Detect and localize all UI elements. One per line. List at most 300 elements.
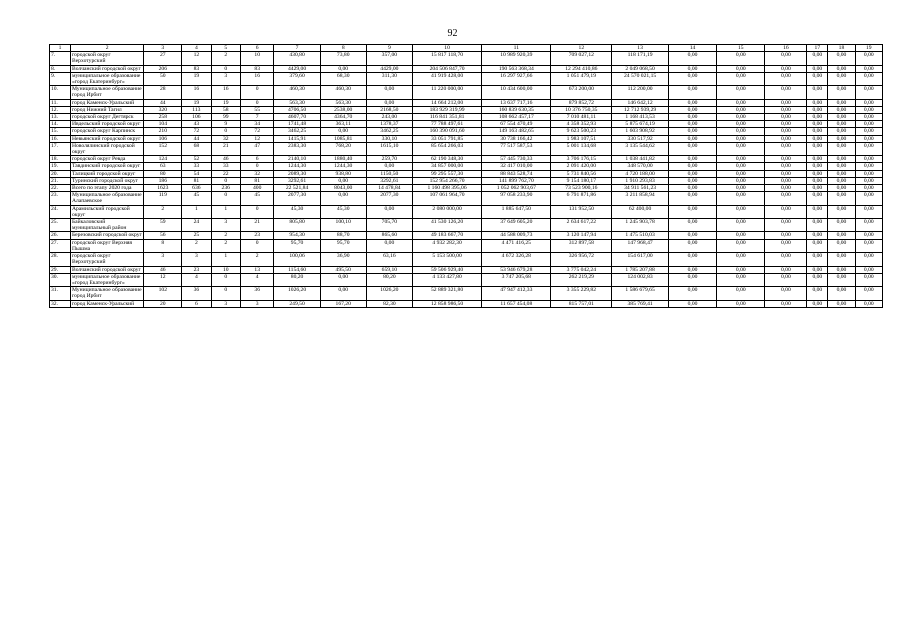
- table-row: [50, 72, 883, 85]
- table-cell: 1741,48: [274, 121, 320, 128]
- table-cell: 7: [240, 114, 274, 121]
- table-cell: 124: [144, 156, 182, 163]
- table-row: [50, 135, 883, 142]
- municipality-cell: город Каменск-Уральский: [70, 99, 143, 106]
- table-cell: 3: [144, 253, 182, 266]
- table-cell: 27: [144, 52, 182, 65]
- table-cell: 47 947 412,33: [482, 287, 551, 300]
- table-cell: 11 220 000,00: [412, 86, 481, 99]
- table-cell: 0,00: [855, 142, 882, 155]
- table-cell: 82,30: [366, 300, 412, 307]
- table-cell: 124 002,83: [612, 273, 669, 286]
- table-cell: 30 738 166,42: [482, 135, 551, 142]
- table-cell: 2077,30: [366, 192, 412, 205]
- table-cell: 0,00: [765, 106, 807, 113]
- table-cell: 46: [211, 156, 240, 163]
- table-cell: 0,00: [668, 121, 716, 128]
- table-cell: 8043,00: [320, 185, 366, 192]
- table-cell: 2383,30: [274, 142, 320, 155]
- row-number-cell: 22.: [50, 185, 71, 192]
- table-cell: 0,00: [807, 99, 828, 106]
- table-cell: 379,60: [274, 72, 320, 85]
- table-cell: 0,00: [807, 219, 828, 232]
- table-cell: 879 852,72: [551, 99, 612, 106]
- table-cell: 262 219,29: [551, 273, 612, 286]
- table-cell: 0,00: [668, 239, 716, 252]
- table-cell: 258: [144, 114, 182, 121]
- table-cell: 12 712 939,29: [612, 106, 669, 113]
- table-cell: 54: [182, 170, 211, 177]
- municipality-cell: Невьянский городской округ: [70, 135, 143, 142]
- table-cell: 0,00: [828, 156, 855, 163]
- table-cell: 0,00: [717, 142, 765, 155]
- table-cell: 106: [182, 114, 211, 121]
- table-cell: 0,00: [717, 114, 765, 121]
- table-cell: 3462,25: [366, 128, 412, 135]
- table-cell: 0,00: [807, 121, 828, 128]
- table-cell: 9 154 180,17: [551, 177, 612, 184]
- table-cell: 0,00: [828, 52, 855, 65]
- table-cell: 147 968,47: [612, 239, 669, 252]
- row-number-cell: 7.: [50, 52, 71, 65]
- table-cell: 0,00: [366, 239, 412, 252]
- table-cell: 0,00: [765, 128, 807, 135]
- municipality-cell: городской округ Верхняя Пышма: [70, 239, 143, 252]
- table-cell: 0,00: [828, 86, 855, 99]
- table-cell: 3 211 858,94: [612, 192, 669, 205]
- table-cell: 0,00: [765, 72, 807, 85]
- table-cell: 5 731 840,56: [551, 170, 612, 177]
- municipality-cell: Муниципальное образование город Ирбит: [70, 287, 143, 300]
- table-cell: 4429,00: [274, 65, 320, 72]
- row-number-cell: 25.: [50, 219, 71, 232]
- table-cell: 4: [240, 273, 274, 286]
- table-cell: 0: [211, 273, 240, 286]
- table-cell: 0,00: [765, 232, 807, 239]
- table-cell: 24 570 021,15: [612, 72, 669, 85]
- table-cell: 56: [144, 232, 182, 239]
- table-cell: 0,00: [855, 72, 882, 85]
- table-cell: 25: [182, 232, 211, 239]
- row-number-cell: 11.: [50, 99, 71, 106]
- table-cell: 705,70: [366, 219, 412, 232]
- table-cell: 49 183 667,70: [412, 232, 481, 239]
- table-cell: 259,70: [366, 156, 412, 163]
- table-cell: 0: [240, 205, 274, 218]
- table-cell: 0,00: [807, 72, 828, 85]
- municipality-cell: Талицкий городской округ: [70, 170, 143, 177]
- table-cell: 22: [211, 170, 240, 177]
- table-cell: 0,00: [855, 253, 882, 266]
- table-cell: 72: [240, 128, 274, 135]
- table-cell: 0,00: [717, 205, 765, 218]
- table-cell: 0,00: [765, 287, 807, 300]
- table-cell: 0,00: [765, 99, 807, 106]
- table-cell: 0: [240, 86, 274, 99]
- column-header: 6: [240, 45, 274, 52]
- column-header: 17: [807, 45, 828, 52]
- table-cell: 2538,00: [320, 106, 366, 113]
- table-cell: 4706,50: [274, 106, 320, 113]
- table-cell: 5 001 134,68: [551, 142, 612, 155]
- column-header: 3: [144, 45, 182, 52]
- table-cell: 80: [144, 170, 182, 177]
- row-number-cell: 14.: [50, 121, 71, 128]
- table-cell: 0,00: [717, 65, 765, 72]
- table-cell: 0,00: [668, 86, 716, 99]
- table-cell: 0,00: [828, 128, 855, 135]
- table-cell: 3292,61: [366, 177, 412, 184]
- table-cell: 0,00: [765, 142, 807, 155]
- table-cell: 0,00: [717, 192, 765, 205]
- table-cell: 0,00: [828, 219, 855, 232]
- table-cell: 0,00: [668, 170, 716, 177]
- table-cell: 41 919 428,00: [412, 72, 481, 85]
- table-cell: 0,00: [320, 65, 366, 72]
- table-cell: 146 642,12: [612, 99, 669, 106]
- table-cell: 19: [211, 99, 240, 106]
- column-header: 18: [828, 45, 855, 52]
- column-number-row: [50, 45, 883, 52]
- table-cell: 0,00: [765, 177, 807, 184]
- table-cell: 85 654 266,03: [412, 142, 481, 155]
- table-cell: 19: [182, 99, 211, 106]
- table-cell: 0,00: [668, 106, 716, 113]
- table-cell: 12 294 410,86: [551, 65, 612, 72]
- table-cell: 0,00: [765, 185, 807, 192]
- table-cell: 2: [144, 205, 182, 218]
- table-cell: 1026,20: [366, 287, 412, 300]
- table-row: [50, 52, 883, 65]
- table-cell: 10 434 600,00: [482, 86, 551, 99]
- table-cell: 0,00: [717, 300, 765, 307]
- municipality-cell: Арамильский городской округ: [70, 205, 143, 218]
- municipality-cell: муниципальное образование «город Екатеринбург»: [70, 72, 143, 85]
- table-cell: 0,00: [320, 128, 366, 135]
- table-cell: 12: [144, 273, 182, 286]
- table-cell: 0,00: [807, 185, 828, 192]
- table-cell: 6: [240, 156, 274, 163]
- table-row: [50, 99, 883, 106]
- table-cell: 3 706 176,15: [551, 156, 612, 163]
- table-cell: 1 052 062 903,67: [482, 185, 551, 192]
- table-cell: 7 010 481,11: [551, 114, 612, 121]
- table-cell: 116 841 351,81: [412, 114, 481, 121]
- table-cell: 1 983 107,51: [551, 135, 612, 142]
- table-cell: 160 390 091,60: [412, 128, 481, 135]
- table-cell: 1 910 293,83: [612, 177, 669, 184]
- table-cell: 81: [240, 177, 274, 184]
- table-cell: 16: [182, 86, 211, 99]
- table-cell: 152 954 266,70: [412, 177, 481, 184]
- table-cell: 0,00: [668, 52, 716, 65]
- table-row: [50, 163, 883, 170]
- table-cell: 0,00: [855, 163, 882, 170]
- table-cell: 8: [144, 239, 182, 252]
- table-cell: 2 049 068,50: [612, 65, 669, 72]
- table-cell: 0,00: [855, 219, 882, 232]
- table-row: [50, 192, 883, 205]
- table-cell: 0: [211, 177, 240, 184]
- table-cell: 102: [144, 287, 182, 300]
- municipality-cell: Муниципальное образование город Ирбит: [70, 86, 143, 99]
- table-cell: 99: [211, 114, 240, 121]
- table-cell: 43: [182, 121, 211, 128]
- table-cell: 0,00: [717, 72, 765, 85]
- table-cell: 6: [182, 300, 211, 307]
- table-cell: 2089,30: [274, 170, 320, 177]
- row-number-cell: 20.: [50, 170, 71, 177]
- table-cell: 4 672 326,28: [482, 253, 551, 266]
- table-row: [50, 128, 883, 135]
- table-cell: 0,00: [807, 65, 828, 72]
- table-cell: 0,00: [807, 142, 828, 155]
- table-cell: 0,00: [717, 121, 765, 128]
- table-cell: 0,00: [366, 86, 412, 99]
- table-cell: 0,00: [855, 121, 882, 128]
- table-cell: 53 946 679,28: [482, 266, 551, 273]
- page-number: 92: [447, 28, 458, 39]
- table-cell: 107 061 964,70: [412, 192, 481, 205]
- municipality-cell: город Нижний Тагил: [70, 106, 143, 113]
- table-cell: 0,00: [855, 273, 882, 286]
- table-cell: 0,00: [668, 287, 716, 300]
- data-table: [49, 44, 883, 308]
- table-cell: 68,30: [320, 72, 366, 85]
- table-cell: 0,00: [765, 163, 807, 170]
- table-row: [50, 239, 883, 252]
- table-cell: 768,20: [320, 142, 366, 155]
- table-row: [50, 156, 883, 163]
- row-number-cell: 30.: [50, 273, 71, 286]
- table-cell: 4: [182, 273, 211, 286]
- table-cell: 99 295 557,30: [412, 170, 481, 177]
- table-cell: 495,50: [320, 266, 366, 273]
- table-cell: 0,00: [668, 219, 716, 232]
- table-cell: 20: [144, 300, 182, 307]
- column-header: 10: [412, 45, 481, 52]
- table-cell: 0,00: [807, 300, 828, 307]
- table-cell: 67 554 470,49: [482, 121, 551, 128]
- table-cell: 63: [144, 163, 182, 170]
- table-cell: 0,00: [807, 156, 828, 163]
- table-row: [50, 177, 883, 184]
- table-cell: 2: [211, 52, 240, 65]
- table-cell: 10: [211, 266, 240, 273]
- table-cell: 0,00: [717, 185, 765, 192]
- table-cell: 0,00: [807, 266, 828, 273]
- table-cell: 15 817 118,70: [412, 52, 481, 65]
- table-cell: 954,30: [274, 232, 320, 239]
- table-cell: 0,00: [320, 177, 366, 184]
- municipality-cell: Волчанский городской округ: [70, 266, 143, 273]
- table-cell: 0,00: [855, 192, 882, 205]
- table-cell: 6 791 871,86: [551, 192, 612, 205]
- table-cell: 0,00: [765, 253, 807, 266]
- municipality-cell: Туринский городской округ: [70, 177, 143, 184]
- table-cell: 0,00: [807, 177, 828, 184]
- table-cell: 2: [211, 232, 240, 239]
- table-cell: 73 523 900,16: [551, 185, 612, 192]
- table-cell: 0,00: [828, 287, 855, 300]
- table-cell: 0,00: [828, 65, 855, 72]
- table-cell: 13 637 717,16: [482, 99, 551, 106]
- table-row: [50, 219, 883, 232]
- table-cell: 45,30: [320, 205, 366, 218]
- table-cell: 50: [144, 72, 182, 85]
- table-cell: 10 376 750,35: [551, 106, 612, 113]
- table-cell: 28: [144, 86, 182, 99]
- table-cell: 4 358 352,93: [551, 121, 612, 128]
- table-cell: 190 563 368,34: [482, 65, 551, 72]
- table-cell: 0,00: [807, 253, 828, 266]
- table-cell: 0,00: [668, 114, 716, 121]
- table-cell: 0,00: [717, 86, 765, 99]
- table-row: [50, 65, 883, 72]
- table-cell: 32: [211, 135, 240, 142]
- table-cell: 21: [211, 142, 240, 155]
- table-cell: 3 775 042,24: [551, 266, 612, 273]
- table-cell: 0,00: [807, 52, 828, 65]
- table-cell: 0,00: [668, 72, 716, 85]
- table-cell: 1615,10: [366, 142, 412, 155]
- table-cell: 0,00: [807, 114, 828, 121]
- table-cell: 0,00: [765, 114, 807, 121]
- municipality-cell: городской округ Дегтярск: [70, 114, 143, 121]
- table-cell: 95,70: [274, 239, 320, 252]
- table-cell: 0: [240, 99, 274, 106]
- table-cell: 34: [240, 121, 274, 128]
- column-header: 16: [765, 45, 807, 52]
- table-cell: 0,00: [855, 52, 882, 65]
- table-cell: 0,00: [765, 135, 807, 142]
- municipality-cell: Тавдинский городской округ: [70, 163, 143, 170]
- table-cell: 0,00: [828, 300, 855, 307]
- table-cell: 0,00: [828, 177, 855, 184]
- table-row: [50, 253, 883, 266]
- table-cell: 3292,61: [274, 177, 320, 184]
- table-cell: 0,00: [765, 65, 807, 72]
- table-cell: 83: [240, 65, 274, 72]
- table-cell: 0,00: [717, 273, 765, 286]
- column-header: 4: [182, 45, 211, 52]
- table-cell: 4607,70: [274, 114, 320, 121]
- table-cell: 62 190 348,30: [412, 156, 481, 163]
- table-cell: 385 769,41: [612, 300, 669, 307]
- table-cell: 1: [182, 205, 211, 218]
- municipality-cell: город Каменск-Уральский: [70, 300, 143, 307]
- table-cell: 4 932 282,30: [412, 239, 481, 252]
- table-cell: 2: [240, 253, 274, 266]
- table-cell: 59 506 929,40: [412, 266, 481, 273]
- municipality-cell: Муниципальное образование Алапаевское: [70, 192, 143, 205]
- table-cell: 1 885 647,50: [482, 205, 551, 218]
- table-cell: 1085,81: [320, 135, 366, 142]
- table-cell: 0,00: [828, 121, 855, 128]
- row-number-cell: 8.: [50, 65, 71, 72]
- table-cell: 0,00: [828, 253, 855, 266]
- table-cell: 210: [144, 128, 182, 135]
- table-cell: 52 889 321,80: [412, 287, 481, 300]
- row-number-cell: 24.: [50, 205, 71, 218]
- table-cell: 1: [211, 253, 240, 266]
- table-cell: 2168,50: [366, 106, 412, 113]
- table-cell: 1: [211, 205, 240, 218]
- column-header: 1: [50, 45, 71, 52]
- table-cell: 2 080 000,00: [412, 205, 481, 218]
- table-cell: 97 058 233,90: [482, 192, 551, 205]
- row-number-cell: 23.: [50, 192, 71, 205]
- table-row: [50, 232, 883, 239]
- table-cell: 709 027,12: [551, 52, 612, 65]
- table-cell: 0,00: [807, 106, 828, 113]
- table-cell: 1244,30: [274, 163, 320, 170]
- table-cell: 0,00: [765, 239, 807, 252]
- table-cell: 0,00: [855, 185, 882, 192]
- table-cell: 0,00: [828, 135, 855, 142]
- table-cell: 11 657 454,08: [482, 300, 551, 307]
- table-cell: 0,00: [717, 219, 765, 232]
- table-cell: 36,90: [320, 253, 366, 266]
- table-cell: 3 120 147,94: [551, 232, 612, 239]
- municipality-cell: муниципальное образование «город Екатеринбург»: [70, 273, 143, 286]
- table-cell: 104: [144, 121, 182, 128]
- table-cell: 0,00: [668, 135, 716, 142]
- table-cell: 0,00: [765, 52, 807, 65]
- table-cell: 0,00: [855, 232, 882, 239]
- table-cell: 0,00: [807, 232, 828, 239]
- table-cell: 186: [144, 177, 182, 184]
- table-cell: 24: [182, 219, 211, 232]
- table-cell: 0,00: [828, 163, 855, 170]
- municipality-cell: городской округ Ревда: [70, 156, 143, 163]
- row-number-cell: 9.: [50, 72, 71, 85]
- table-cell: 0,00: [855, 205, 882, 218]
- table-cell: 4 133 427,80: [412, 273, 481, 286]
- table-cell: 0,00: [717, 253, 765, 266]
- table-cell: 22 521,84: [274, 185, 320, 192]
- table-cell: 100,10: [320, 219, 366, 232]
- table-cell: 16: [240, 72, 274, 85]
- column-header: 14: [668, 45, 716, 52]
- table-cell: 815 757,01: [551, 300, 612, 307]
- table-cell: 80,20: [366, 273, 412, 286]
- municipality-cell: Березовский городской округ: [70, 232, 143, 239]
- table-row: [50, 185, 883, 192]
- table-cell: 2 634 617,22: [551, 219, 612, 232]
- table-cell: 0,00: [320, 192, 366, 205]
- table-cell: 0,00: [765, 219, 807, 232]
- table-cell: 3: [211, 219, 240, 232]
- table-cell: 0,00: [855, 156, 882, 163]
- table-cell: 1 475 510,03: [612, 232, 669, 239]
- table-cell: 938,80: [320, 170, 366, 177]
- table-cell: 2140,10: [274, 156, 320, 163]
- table-cell: 131 952,50: [551, 205, 612, 218]
- table-cell: 0,00: [668, 232, 716, 239]
- municipality-cell: Волчанский городской округ: [70, 65, 143, 72]
- row-number-cell: 10.: [50, 86, 71, 99]
- table-row: [50, 300, 883, 307]
- table-cell: 0,00: [717, 99, 765, 106]
- table-cell: 320: [144, 106, 182, 113]
- table-cell: 36: [182, 287, 211, 300]
- table-cell: 77 788 497,61: [412, 121, 481, 128]
- municipality-cell: городской округ Верхотурский: [70, 52, 143, 65]
- table-cell: 88 843 528,74: [482, 170, 551, 177]
- table-cell: 0,00: [765, 86, 807, 99]
- table-cell: 3 355 229,82: [551, 287, 612, 300]
